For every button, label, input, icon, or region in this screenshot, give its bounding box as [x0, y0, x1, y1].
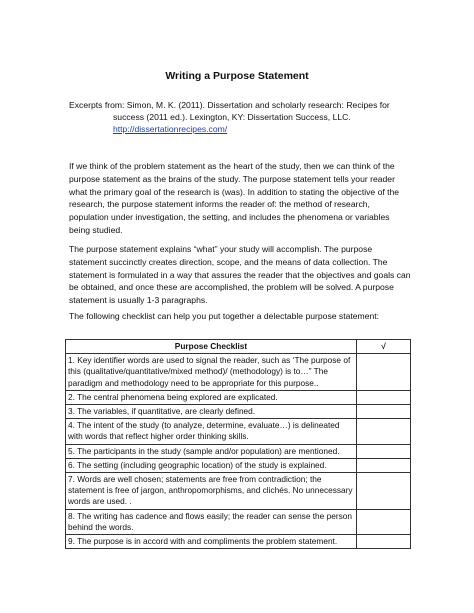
- table-row: [66, 509, 411, 534]
- table-row: [66, 405, 411, 419]
- check-cell[interactable]: [357, 444, 411, 458]
- table-row: [66, 473, 411, 510]
- check-cell[interactable]: [357, 473, 411, 510]
- citation-line-1: Excerpts from: Simon, M. K. (2011). Dissertation and scholarly research: Recipes for: [69, 100, 390, 110]
- checklist-item-1: 1. Key identifier words are used to signal the reader, such as ‘The purpose of this (qualitative/quantitative/mixed method)/ (methodology) is to…” The paradigm and methodology need to be appropriate for this purpose..: [66, 354, 357, 391]
- checklist-item-7: 7. Words are well chosen; statements are free from contradiction; the statement is free of jargon, anthropomorphisms, and clichés. No unnecessary words are used. .: [66, 473, 357, 510]
- check-cell[interactable]: [357, 458, 411, 472]
- check-cell[interactable]: [357, 509, 411, 534]
- checklist-item-8: 8. The writing has cadence and flows easily; the reader can sense the person behind the words.: [66, 509, 357, 534]
- citation-block: [69, 99, 419, 135]
- checklist-item-5: 5. The participants in the study (sample and/or population) are mentioned.: [66, 444, 357, 458]
- checklist-item-2: 2. The central phenomena being explored are explicated.: [66, 390, 357, 404]
- checklist-item-3: 3. The variables, if quantitative, are clearly defined.: [66, 405, 357, 419]
- checklist-item-4: 4. The intent of the study (to analyze, determine, evaluate…) is delineated with words that reflect higher order thinking skills.: [66, 419, 357, 444]
- table-row: [66, 535, 411, 549]
- check-cell[interactable]: [357, 535, 411, 549]
- paragraph-2: The purpose statement explains “what” your study will accomplish. The purpose statement succinctly creates direction, scope, and the means of data collection. The statement is formulated in a way that assures the reader that the objectives and goals can be obtained, and once these are accomplished, the problem will be solved. A purpose statement is usually 1-3 paragraphs.: [69, 244, 411, 306]
- page-title: Writing a Purpose Statement: [165, 70, 309, 82]
- checklist-item-6: 6. The setting (including geographic location) of the study is explained.: [66, 458, 357, 472]
- table-row: [66, 444, 411, 458]
- table-row: [66, 419, 411, 444]
- checklist-item-9: 9. The purpose is in accord with and compliments the problem statement.: [66, 535, 357, 549]
- check-cell[interactable]: [357, 405, 411, 419]
- table-row: [66, 390, 411, 404]
- table-row: [66, 458, 411, 472]
- table-row: [66, 354, 411, 391]
- citation-link[interactable]: http://dissertationrecipes.com/: [113, 124, 228, 134]
- check-cell[interactable]: [357, 419, 411, 444]
- citation-line-2: success (2011 ed.). Lexington, KY: Dissertation Success, LLC.: [113, 112, 351, 122]
- paragraph-1: If we think of the problem statement as the heart of the study, then we can think of the purpose statement as the brains of the study. The purpose statement tells your reader what the primary goal of the research is (was). In addition to stating the objective of the research, the purpose statement informs the reader of: the method of research, population under investigation, the setting, and includes the phenomena or variables being studied.: [69, 161, 400, 235]
- paragraph-3: The following checklist can help you put together a delectable purpose statement:: [69, 311, 380, 321]
- table-header-row: [66, 340, 411, 354]
- checklist-header: Purpose Checklist: [66, 340, 357, 354]
- check-cell[interactable]: [357, 390, 411, 404]
- check-cell[interactable]: [357, 354, 411, 391]
- purpose-checklist-table: [65, 339, 411, 549]
- check-column-header: √: [357, 340, 411, 354]
